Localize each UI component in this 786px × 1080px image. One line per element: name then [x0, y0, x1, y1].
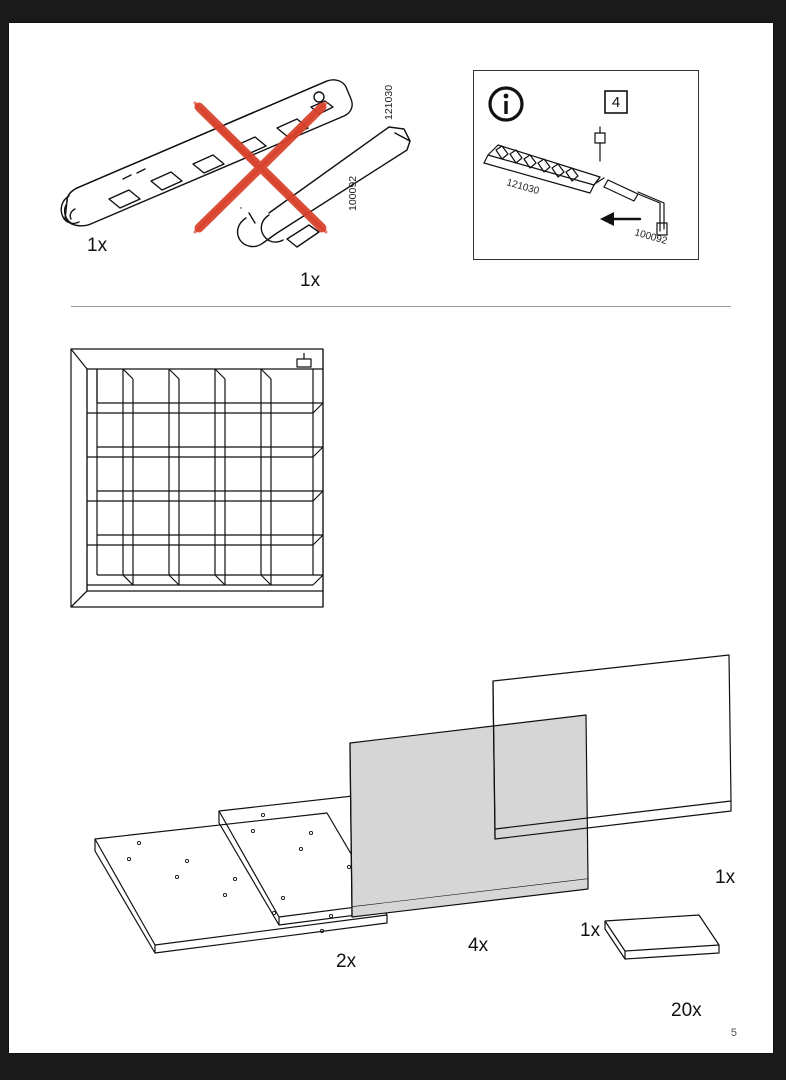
- quantity-shelf-board: 4x: [468, 935, 489, 956]
- flat-parts-illustration: [69, 653, 769, 998]
- part-number-121030: 121030: [383, 84, 395, 120]
- top-left-tools-illustration: [9, 23, 449, 298]
- page-number: 5: [730, 1027, 737, 1039]
- info-part-number-bottom: 100092: [633, 227, 669, 248]
- quantity-back-panel: 1x: [580, 920, 601, 941]
- info-part-number-top: 121030: [505, 177, 541, 198]
- step-badge-text: 4: [611, 94, 621, 111]
- quantity-top-panel: 1x: [715, 867, 736, 888]
- quantity-divider-square: 20x: [671, 1000, 702, 1021]
- quantity-tool-b: 1x: [300, 270, 321, 291]
- info-panel: [473, 70, 699, 260]
- quantity-tool-a: 1x: [87, 235, 108, 256]
- quantity-side-panel: 2x: [336, 951, 357, 972]
- instruction-page: [8, 22, 774, 1054]
- part-number-100092: 100092: [347, 175, 359, 211]
- section-divider: [71, 306, 731, 307]
- assembled-unit-illustration: [61, 335, 351, 630]
- info-circle-icon: [490, 88, 522, 120]
